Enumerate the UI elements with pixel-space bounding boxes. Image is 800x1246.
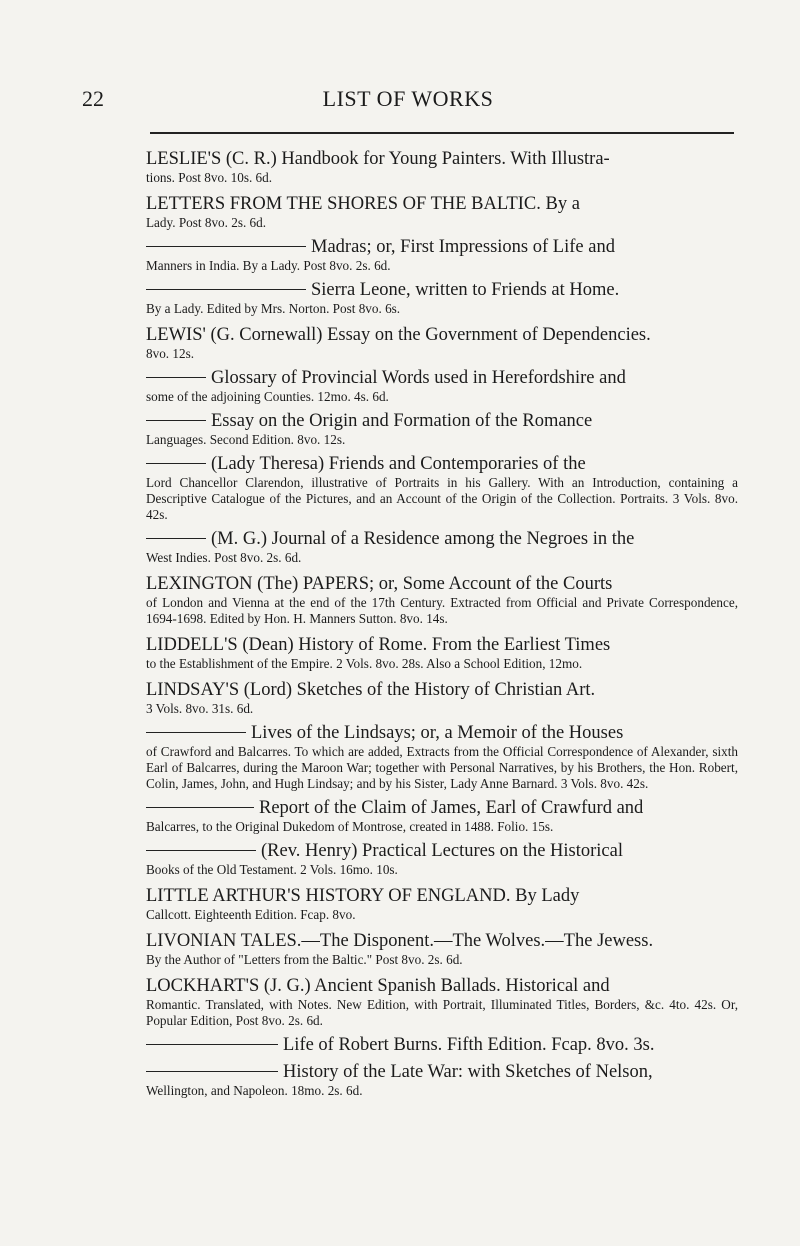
- entry-details: of Crawford and Balcarres. To which are added, Extracts from the Official Correspondence of Alexander, sixth Earl of Balcarres, during the Maroon War; together with Personal Narratives, by his Brothers, the Hon. Robert, Colin, James, John, and Hugh Lindsay; and by his Sister, Lady Anne Barnard. 3 Vols. 8vo. 42s.: [146, 744, 738, 791]
- entry-details: tions. Post 8vo. 10s. 6d.: [146, 170, 273, 185]
- catalogue-entry: [146, 193, 738, 231]
- catalogue-entry: [146, 840, 738, 878]
- ditto-dash: [146, 1044, 278, 1045]
- entry-title-text: Sierra Leone, written to Friends at Home.: [311, 280, 620, 300]
- entry-details: Wellington, and Napoleon. 18mo. 2s. 6d.: [146, 1083, 363, 1098]
- entry-details: Manners in India. By a Lady. Post 8vo. 2s. 6d.: [146, 258, 391, 273]
- catalogue-entry: [146, 797, 738, 835]
- entry-title-text: (M. G.) Journal of a Residence among the Negroes in the: [211, 529, 635, 549]
- entry-title: [146, 679, 738, 701]
- entry-details: West Indies. Post 8vo. 2s. 6d.: [146, 550, 302, 565]
- entry-title: [146, 1061, 738, 1083]
- catalogue-entry: [146, 722, 738, 792]
- catalogue-entry: [146, 1061, 738, 1099]
- entry-title: [146, 324, 738, 346]
- page-number: 22: [82, 86, 104, 111]
- entry-title-text: (Lady Theresa) Friends and Contemporaries of the: [211, 454, 586, 474]
- entry-title-text: LESLIE'S (C. R.) Handbook for Young Painters. With Illustra-: [146, 149, 610, 169]
- entry-details: to the Establishment of the Empire. 2 Vols. 8vo. 28s. Also a School Edition, 12mo.: [146, 656, 583, 671]
- catalogue-entry: [146, 573, 738, 627]
- entry-title-text: Essay on the Origin and Formation of the Romance: [211, 411, 593, 431]
- entry-details: Lady. Post 8vo. 2s. 6d.: [146, 215, 267, 230]
- entry-title: [146, 634, 738, 656]
- entry-details: Romantic. Translated, with Notes. New Edition, with Portrait, Illuminated Titles, Borders, &c. 4to. 42s. Or, Popular Edition, Post 8vo. 2s. 6d.: [146, 997, 738, 1028]
- catalogue-entries: [146, 148, 738, 1106]
- entry-title: [146, 885, 738, 907]
- ditto-dash: [146, 538, 206, 539]
- page-header: [82, 86, 734, 114]
- catalogue-entry: [146, 236, 738, 274]
- entry-details: By a Lady. Edited by Mrs. Norton. Post 8vo. 6s.: [146, 301, 401, 316]
- ditto-dash: [146, 807, 254, 808]
- ditto-dash: [146, 463, 206, 464]
- entry-title-text: LIVONIAN TALES.—The Disponent.—The Wolves.—The Jewess.: [146, 931, 654, 951]
- entry-details: of London and Vienna at the end of the 17th Century. Extracted from Official and Private Correspondence, 1694-1698. Edited by Hon. H. Manners Sutton. 8vo. 14s.: [146, 595, 738, 626]
- entry-details: 8vo. 12s.: [146, 346, 194, 361]
- entry-title: [146, 453, 738, 475]
- entry-title-text: LEXINGTON (The) PAPERS; or, Some Account of the Courts: [146, 574, 613, 594]
- entry-details: Books of the Old Testament. 2 Vols. 16mo. 10s.: [146, 862, 398, 877]
- entry-details: Callcott. Eighteenth Edition. Fcap. 8vo.: [146, 907, 356, 922]
- entry-title: [146, 193, 738, 215]
- ditto-dash: [146, 377, 206, 378]
- entry-title-text: LINDSAY'S (Lord) Sketches of the History of Christian Art.: [146, 680, 596, 700]
- catalogue-entry: [146, 634, 738, 672]
- entry-title: [146, 1034, 738, 1056]
- entry-title-text: LITTLE ARTHUR'S HISTORY OF ENGLAND. By Lady: [146, 886, 580, 906]
- entry-title-text: History of the Late War: with Sketches of Nelson,: [283, 1062, 653, 1082]
- entry-details: Balcarres, to the Original Dukedom of Montrose, created in 1488. Folio. 15s.: [146, 819, 554, 834]
- entry-title: [146, 367, 738, 389]
- catalogue-entry: [146, 453, 738, 523]
- entry-details: Lord Chancellor Clarendon, illustrative of Portraits in his Gallery. With an Introduction, containing a Descriptive Catalogue of the Pictures, and an Account of the Origin of the Collection. Portraits. 3 Vols. 8vo. 42s.: [146, 475, 738, 522]
- entry-title: [146, 279, 738, 301]
- ditto-dash: [146, 732, 246, 733]
- entry-title: [146, 930, 738, 952]
- entry-title-text: Madras; or, First Impressions of Life and: [311, 237, 615, 257]
- entry-title-text: (Rev. Henry) Practical Lectures on the Historical: [261, 841, 623, 861]
- catalogue-entry: [146, 324, 738, 362]
- entry-title-text: LETTERS FROM THE SHORES OF THE BALTIC. By a: [146, 194, 580, 214]
- entry-title-text: Report of the Claim of James, Earl of Crawfurd and: [259, 798, 644, 818]
- entry-title: [146, 410, 738, 432]
- entry-title: [146, 528, 738, 550]
- entry-title: [146, 573, 738, 595]
- entry-title-text: LEWIS' (G. Cornewall) Essay on the Government of Dependencies.: [146, 325, 651, 345]
- ditto-dash: [146, 246, 306, 247]
- catalogue-entry: [146, 279, 738, 317]
- running-title: LIST OF WORKS: [322, 86, 494, 111]
- entry-title: [146, 975, 738, 997]
- entry-details: Languages. Second Edition. 8vo. 12s.: [146, 432, 346, 447]
- catalogue-entry: [146, 930, 738, 968]
- catalogue-entry: [146, 1034, 738, 1056]
- entry-title-text: Glossary of Provincial Words used in Herefordshire and: [211, 368, 626, 388]
- ditto-dash: [146, 1071, 278, 1072]
- entry-title-text: Lives of the Lindsays; or, a Memoir of the Houses: [251, 723, 624, 743]
- catalogue-entry: [146, 679, 738, 717]
- entry-details: some of the adjoining Counties. 12mo. 4s. 6d.: [146, 389, 389, 404]
- entry-title-text: LOCKHART'S (J. G.) Ancient Spanish Ballads. Historical and: [146, 976, 610, 996]
- entry-title: [146, 840, 738, 862]
- entry-title-text: Life of Robert Burns. Fifth Edition. Fcap. 8vo. 3s.: [283, 1035, 655, 1055]
- entry-title: [146, 236, 738, 258]
- catalogue-entry: [146, 885, 738, 923]
- entry-details: 3 Vols. 8vo. 31s. 6d.: [146, 701, 254, 716]
- catalogue-entry: [146, 975, 738, 1029]
- entry-title-text: LIDDELL'S (Dean) History of Rome. From the Earliest Times: [146, 635, 611, 655]
- entry-details: By the Author of "Letters from the Baltic." Post 8vo. 2s. 6d.: [146, 952, 463, 967]
- catalogue-entry: [146, 148, 738, 186]
- ditto-dash: [146, 289, 306, 290]
- catalogue-entry: [146, 410, 738, 448]
- catalogue-entry: [146, 367, 738, 405]
- entry-title: [146, 148, 738, 170]
- catalogue-entry: [146, 528, 738, 566]
- entry-title: [146, 797, 738, 819]
- header-rule: [150, 132, 734, 134]
- ditto-dash: [146, 850, 256, 851]
- entry-title: [146, 722, 738, 744]
- ditto-dash: [146, 420, 206, 421]
